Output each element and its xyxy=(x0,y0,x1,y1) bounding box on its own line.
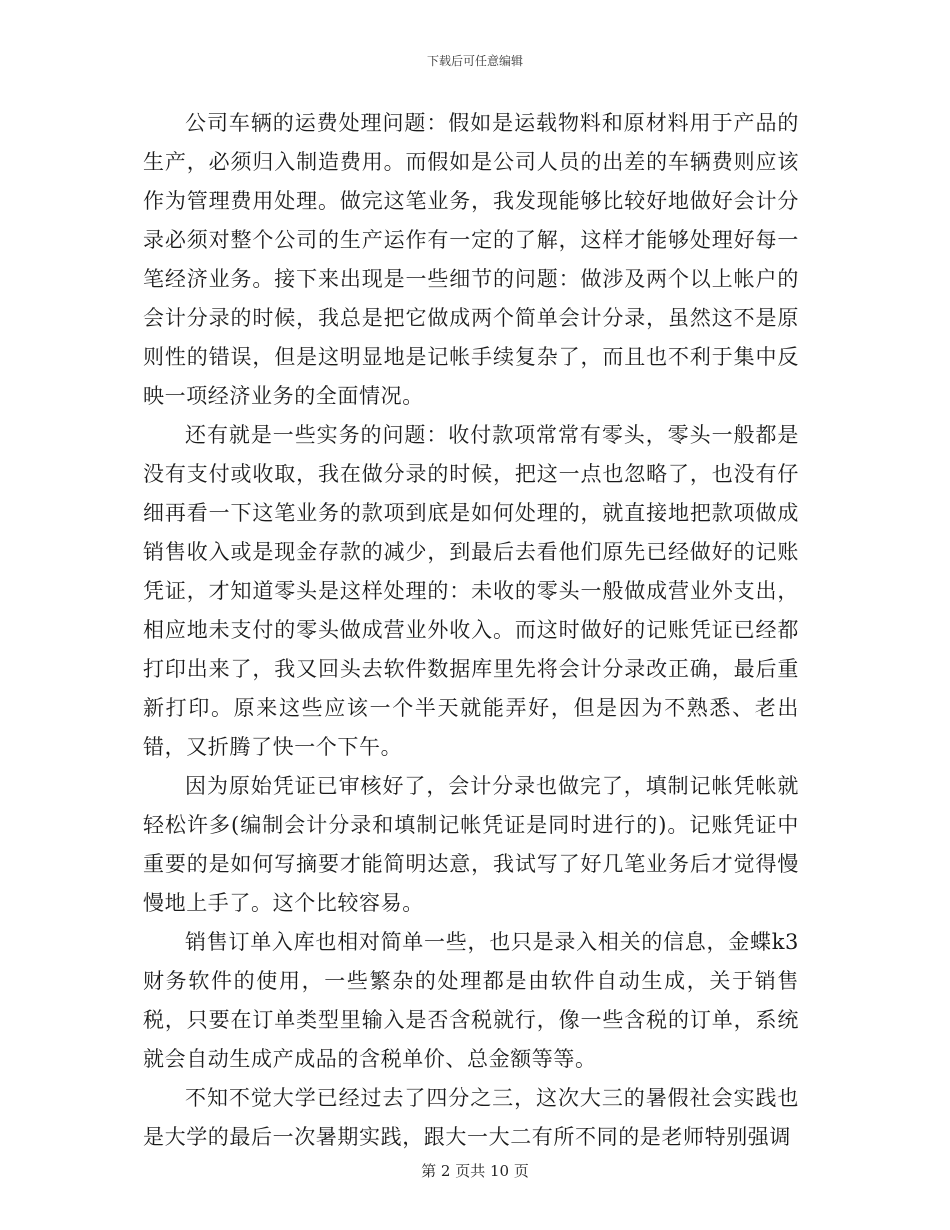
paragraph-4: 销售订单入库也相对简单一些，也只是录入相关的信息，金蝶k3财务软件的使用，一些繁杂的处理都是由软件自动生成，关于销售税，只要在订单类型里输入是否含税就行，像一些含税的订单，系统就会自动生成产成品的含税单价、总金额等等。 xyxy=(143,930,799,1071)
paragraph-3: 因为原始凭证已审核好了，会计分录也做完了，填制记帐凭帐就轻松许多(编制会计分录和填制记帐凭证是同时进行的)。记账凭证中重要的是如何写摘要才能简明达意，我试写了好几笔业务后才觉得慢慢地上手了。这个比较容易。 xyxy=(143,774,799,915)
page-header: 下载后可任意编辑 xyxy=(426,54,523,68)
paragraph-1: 公司车辆的运费处理问题：假如是运载物料和原材料用于产品的生产，必须归入制造费用。而假如是公司人员的出差的车辆费则应该作为管理费用处理。做完这笔业务，我发现能够比较好地做好会计分录必须对整个公司的生产运作有一定的了解，这样才能够处理好每一笔经济业务。接下来出现是一些细节的问题：做涉及两个以上帐户的会计分录的时候，我总是把它做成两个简单会计分录，虽然这不是原则性的错误，但是这明显地是记帐手续复杂了，而且也不利于集中反映一项经济业务的全面情况。 xyxy=(143,111,799,408)
document-body xyxy=(143,104,799,1157)
paragraph-2: 还有就是一些实务的问题：收付款项常常有零头，零头一般都是没有支付或收取，我在做分录的时候，把这一点也忽略了，也没有仔细再看一下这笔业务的款项到底是如何处理的，就直接地把款项做成销售收入或是现金存款的减少，到最后去看他们原先已经做好的记账凭证，才知道零头是这样处理的：未收的零头一般做成营业外支出，相应地未支付的零头做成营业外收入。而这时做好的记账凭证已经都打印出来了，我又回头去软件数据库里先将会计分录改正确，最后重新打印。原来这些应该一个半天就能弄好，但是因为不熟悉、老出错，又折腾了快一个下午。 xyxy=(143,423,799,759)
paragraph-5: 不知不觉大学已经过去了四分之三，这次大三的暑假社会实践也是大学的最后一次暑期实践，跟大一大二有所不同的是老师特别强调 xyxy=(143,1086,799,1149)
page-number-footer: 第 2 页共 10 页 xyxy=(421,1162,529,1180)
